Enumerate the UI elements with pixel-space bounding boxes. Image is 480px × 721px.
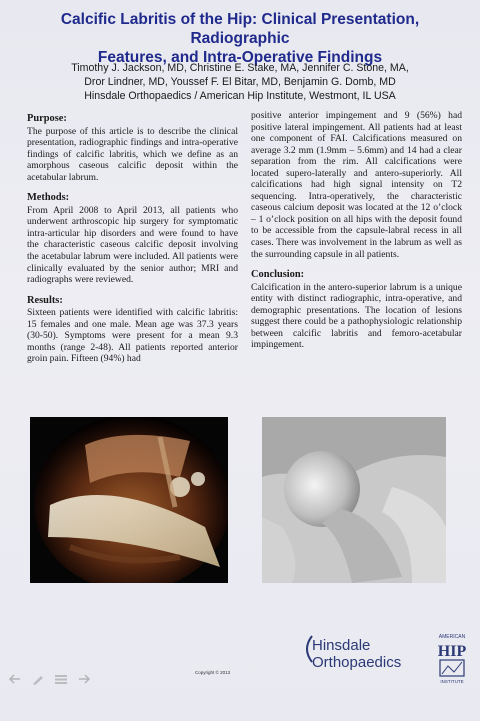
conclusion-body: Calcification in the antero-superior labrum is a unique entity with distinct radiographic, intra-operative, and demographic presentations. The location of lesions suggest there could be a pathophysiologic relationship between calcific labritis and femoro-acetabular impingement. (251, 281, 462, 351)
american-hip-institute-badge (434, 630, 470, 686)
hip-radiograph (262, 417, 446, 583)
results-heading: Results: (27, 294, 63, 306)
right-column (251, 110, 462, 360)
purpose-body: The purpose of this article is to describe the clinical presentation, radiographic findings and intra-operative findings of calcific labritis, which we define as an amorphous caseous calcific deposit within the acetabular labrum. (27, 125, 238, 183)
affiliation: Hinsdale Orthopaedics / American Hip Institute, Westmont, IL USA (84, 90, 396, 102)
arthroscopy-image (30, 417, 228, 583)
left-column (27, 113, 238, 374)
back-arrow-icon[interactable] (8, 672, 22, 684)
hinsdale-logo (300, 628, 472, 688)
methods-heading: Methods: (27, 192, 70, 204)
nav-arrow-icon[interactable] (77, 672, 91, 684)
results-body-continued: positive anterior impingement and 9 (56%) had positive lateral impingement. All patients had at least one component of FAI. Calcifications measured on average 3.2 mm (1.9mm – 5.6mm) and 14 had a clear separation from the rim. All calcifications were located supero-laterally and antero-superiorly. All calcifications had high signal intensity on T2 sequencing. Intra-operatively, the characteristic caseous calcium deposit was located at the 12 o’clock – 1 o’clock position on all hips with the deposit found to be accessible from the capsule-labral recess in all cases. There was involvement in the labrum as well as the surrounding capsule in all patients. (251, 110, 462, 260)
title-line-1: Calcific Labritis of the Hip: Clinical Presentation, Radiographic (60, 11, 420, 47)
authors-line-2: Dror Lindner, MD, Youssef F. El Bitar, MD, Benjamin G. Domb, MD (84, 76, 396, 88)
author-block (10, 61, 470, 103)
badge-bottom: INSTITUTE (440, 679, 464, 684)
title-line-2: Features, and Intra-Operative Findings (97, 49, 383, 66)
authors-line-1: Timothy J. Jackson, MD, Christine E. Stake, MA, Jennifer C. Stone, MA, (71, 62, 409, 74)
methods-body: From April 2008 to April 2013, all patients who underwent arthroscopic hip surgery for symptomatic intra-articular hip disorders and were found to have the characteristic caseous calcific deposit involving the acetabular labrum were included. All patients were clinically evaluated by the senior author; MRI and radiographs were reviewed. (27, 204, 238, 286)
pen-icon[interactable] (31, 672, 45, 684)
viewer-toolbar (8, 672, 91, 686)
copyright: Copyright © 2013 (195, 670, 231, 675)
list-icon[interactable] (54, 672, 68, 684)
logo-line-1: Hinsdale (312, 637, 371, 654)
purpose-heading: Purpose: (27, 113, 67, 124)
badge-top: AMERICAN (438, 634, 466, 640)
conclusion-heading: Conclusion: (251, 269, 305, 281)
logo-line-2: Orthopaedics (312, 654, 402, 671)
badge-main: HIP (437, 643, 467, 660)
results-body: Sixteen patients were identified with calcific labritis: 15 females and one male. Mean age was 37.3 years (30-50). Symptoms were present for a mean 9.3 months (range 2-48). All patients reported anterior groin pain. Fifteen (94%) had (27, 307, 238, 365)
poster-title (10, 10, 470, 67)
logo-text (312, 637, 401, 671)
